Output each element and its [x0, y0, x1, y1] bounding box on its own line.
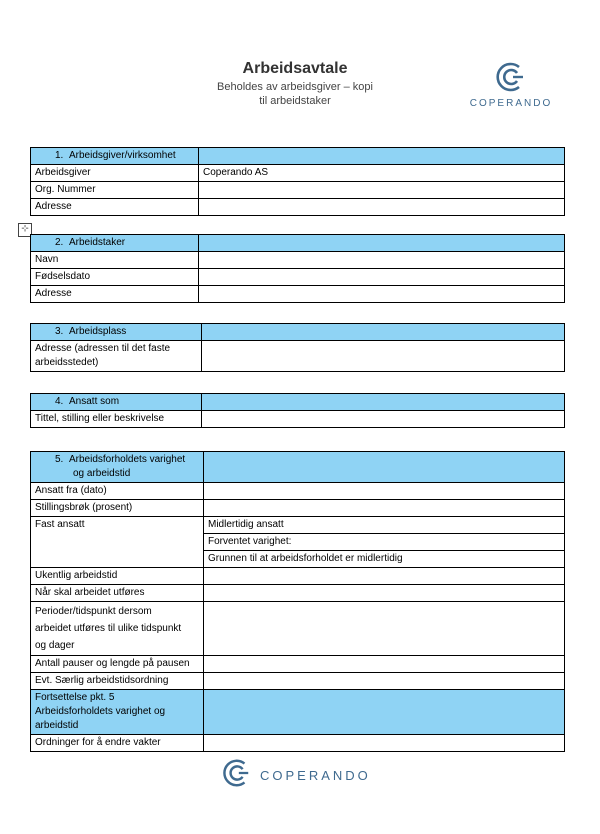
- table-row: [31, 673, 565, 690]
- field-label: Adresse (adressen til det faste arbeidsstedet): [31, 341, 202, 372]
- field-label: Antall pauser og lengde på pausen: [31, 656, 204, 673]
- ukentlig-arbeidstid-value[interactable]: [204, 568, 565, 585]
- table-row: [31, 500, 565, 517]
- field-label: Ordninger for å endre vakter: [31, 735, 204, 752]
- section-5-table: [30, 451, 565, 752]
- field-label: Perioder/tidspunkt dersom arbeidet utføres til ulike tidspunkt og dager: [31, 602, 204, 656]
- field-label: Navn: [31, 252, 199, 269]
- table-row: [31, 165, 565, 182]
- table-row: [31, 182, 565, 199]
- section-5-continuation-heading: Fortsettelse pkt. 5 Arbeidsforholdets varighet og arbeidstid: [31, 690, 204, 735]
- coperando-logo-icon: [220, 756, 252, 790]
- section-2-heading-value: [199, 235, 565, 252]
- table-row: [31, 690, 565, 735]
- field-label: Fødselsdato: [31, 269, 199, 286]
- arbeidsgiver-value[interactable]: Coperando AS: [199, 165, 565, 182]
- table-row: [31, 656, 565, 673]
- ordninger-value[interactable]: [204, 735, 565, 752]
- coperando-logo-top: [463, 60, 583, 112]
- fast-ansatt-label: Fast ansatt: [31, 517, 204, 568]
- arbeidsplass-adresse-value[interactable]: [202, 341, 565, 372]
- table-move-handle-icon[interactable]: ⊹: [18, 223, 32, 237]
- table-row: [31, 602, 565, 656]
- field-label: Org. Nummer: [31, 182, 199, 199]
- logo-wordmark: COPERANDO: [260, 768, 371, 783]
- table-row: [31, 735, 565, 752]
- field-label: Stillingsbrøk (prosent): [31, 500, 204, 517]
- table-row: [31, 411, 565, 428]
- section-5-heading: 5. Arbeidsforholdets varighet og arbeidstid: [31, 452, 204, 483]
- field-label: Når skal arbeidet utføres: [31, 585, 204, 602]
- field-label: Ansatt fra (dato): [31, 483, 204, 500]
- table-row: [31, 199, 565, 216]
- table-row: [31, 269, 565, 286]
- forventet-varighet-label: Forventet varighet:: [204, 534, 565, 551]
- section-4-heading-value: [202, 394, 565, 411]
- document-title: Arbeidsavtale: [242, 60, 348, 77]
- section-3-table: [30, 323, 565, 372]
- midlertidig-ansatt-label: Midlertidig ansatt: [204, 517, 565, 534]
- adresse-value[interactable]: [199, 286, 565, 303]
- field-label: Ukentlig arbeidstid: [31, 568, 204, 585]
- section-5-heading-value: [204, 452, 565, 483]
- navn-value[interactable]: [199, 252, 565, 269]
- pauser-value[interactable]: [204, 656, 565, 673]
- org-nummer-value[interactable]: [199, 182, 565, 199]
- ansatt-fra-value[interactable]: [204, 483, 565, 500]
- coperando-logo-bottom: [220, 756, 390, 794]
- field-label: Tittel, stilling eller beskrivelse: [31, 411, 202, 428]
- section-5-continuation-value: [204, 690, 565, 735]
- table-row: [31, 585, 565, 602]
- section-3-heading-value: [202, 324, 565, 341]
- field-label: Adresse: [31, 286, 199, 303]
- saerlig-value[interactable]: [204, 673, 565, 690]
- section-1-heading: 1. Arbeidsgiver/virksomhet: [31, 148, 199, 165]
- section-1-heading-value: [199, 148, 565, 165]
- fodselsdato-value[interactable]: [199, 269, 565, 286]
- section-1-table: [30, 147, 565, 216]
- section-2-table: [30, 234, 565, 303]
- table-row: [31, 252, 565, 269]
- field-label: Evt. Særlig arbeidstidsordning: [31, 673, 204, 690]
- tittel-value[interactable]: [202, 411, 565, 428]
- section-2-heading: 2. Arbeidstaker: [31, 235, 199, 252]
- table-row: [31, 341, 565, 372]
- section-3-heading: 3. Arbeidsplass: [31, 324, 202, 341]
- subtitle-line-1: Beholdes av arbeidsgiver – kopi: [217, 81, 373, 93]
- section-4-table: [30, 393, 565, 428]
- adresse-value[interactable]: [199, 199, 565, 216]
- document-subtitle: [180, 80, 410, 108]
- subtitle-line-2: til arbeidstaker: [259, 95, 331, 107]
- table-row: [31, 483, 565, 500]
- table-row: [31, 286, 565, 303]
- nar-value[interactable]: [204, 585, 565, 602]
- perioder-value[interactable]: [204, 602, 565, 656]
- table-row: [31, 517, 565, 534]
- table-row: [31, 568, 565, 585]
- grunnen-label: Grunnen til at arbeidsforholdet er midlertidig: [204, 551, 565, 568]
- coperando-logo-icon: [493, 60, 527, 94]
- field-label: Adresse: [31, 199, 199, 216]
- logo-wordmark: COPERANDO: [469, 98, 553, 109]
- stillingsbrok-value[interactable]: [204, 500, 565, 517]
- section-4-heading: 4. Ansatt som: [31, 394, 202, 411]
- field-label: Arbeidsgiver: [31, 165, 199, 182]
